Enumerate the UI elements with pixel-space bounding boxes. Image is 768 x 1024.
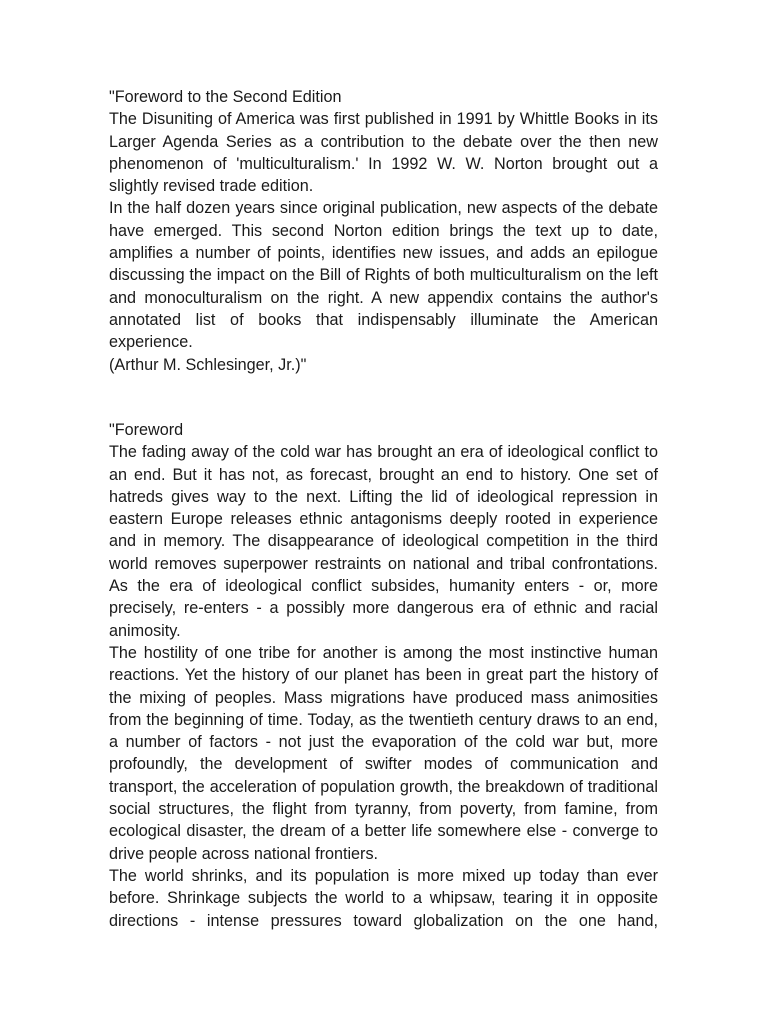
foreword-section bbox=[109, 419, 658, 932]
paragraph: The fading away of the cold war has brought an era of ideological conflict to an end. But it has not, as forecast, brought an end to history. One set of hatreds gives way to the next. Lifting the lid of ideological repression in eastern Europe releases ethnic antagonisms deeply rooted in experience and in memory. The disappearance of ideological competition in the third world removes superpower restraints on national and tribal confrontations. As the era of ideological conflict subsides, humanity enters - or, more precisely, re-enters - a possibly more dangerous era of ethnic and racial animosity. bbox=[109, 443, 658, 640]
paragraph: The Disuniting of America was first published in 1991 by Whittle Books in its Larger Agenda Series as a contribution to the debate over the then new phenomenon of 'multiculturalism.' In 1992 W. W. Norton brought out a slightly revised trade edition. bbox=[109, 110, 658, 196]
paragraph: The world shrinks, and its population is more mixed up today than ever before. Shrinkage subjects the world to a whipsaw, tearing it in opposite directions - intense pressures toward globalization on the one hand, bbox=[109, 866, 658, 930]
foreword-second-edition-section bbox=[109, 86, 658, 376]
paragraph: In the half dozen years since original publication, new aspects of the debate have emerged. This second Norton edition brings the text up to date, amplifies a number of points, identifies new issues, and adds an epilogue discussing the impact on the Bill of Rights of both multiculturalism on the left and monoculturalism on the right. A new appendix contains the author's annotated list of books that indispensably illuminate the American experience. bbox=[109, 199, 658, 352]
section-heading: "Foreword bbox=[109, 421, 184, 439]
section-heading: "Foreword to the Second Edition bbox=[109, 88, 342, 106]
paragraph: The hostility of one tribe for another is among the most instinctive human reactions. Yet the history of our planet has been in great part the history of the mixing of peoples. Mass migrations have produced mass animosities from the beginning of time. Today, as the twentieth century draws to an end, a number of factors - not just the evaporation of the cold war but, more profoundly, the development of swifter modes of communication and transport, the acceleration of population growth, the breakdown of traditional social structures, the flight from tyranny, from poverty, from famine, from ecological disaster, the dream of a better life somewhere else - converge to drive people across national frontiers. bbox=[109, 643, 658, 863]
author-signature: (Arthur M. Schlesinger, Jr.)" bbox=[109, 355, 307, 374]
